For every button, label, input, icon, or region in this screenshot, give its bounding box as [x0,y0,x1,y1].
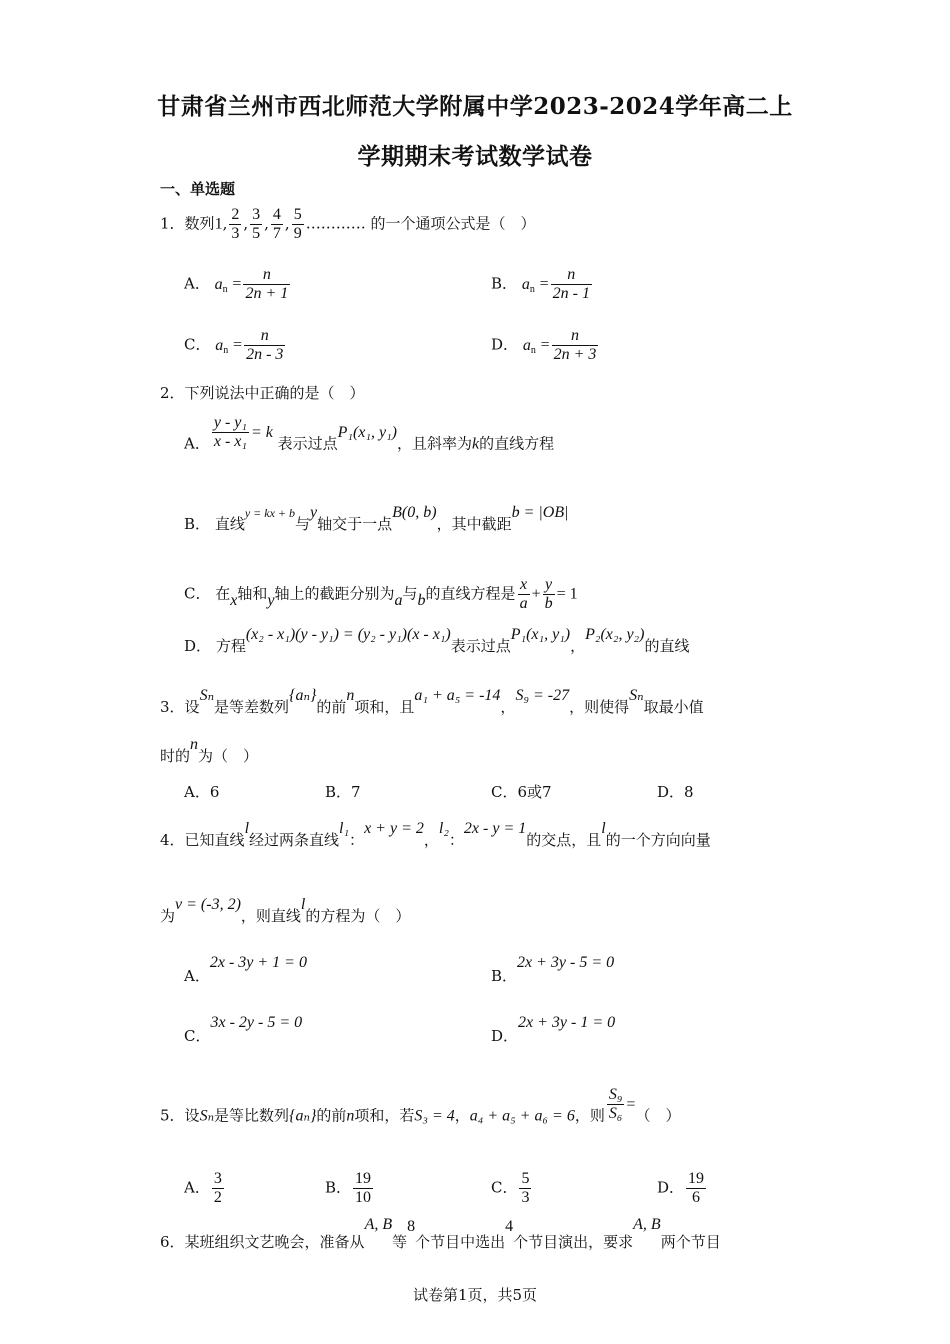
seq-frac: $\frac{4}{7}$ [272,206,281,242]
q5-option-d: D． $\frac{19}{6}$ [657,1170,705,1206]
q5-option-a: A． $\frac{3}{2}$ [184,1170,222,1206]
question-3-line-2: 时的n为（ ） [160,736,259,765]
title-line-2: 学期期末考试数学试卷 [357,143,593,170]
question-2: 2．下列说法中正确的是（ ） [160,384,365,402]
question-1: 1．数列1, $\frac{2}{3}$ , $\frac{3}{5}$ , $\frac{4}{7}$ , $\frac{5}{9}$ ………… 的一个通项公式是（ ） [160,206,536,242]
question-4: 4．已知直线l经过两条直线l₁：x + y = 2，l₂：2x - y = 1的交点，且l的一个方向向量 [160,820,711,849]
seq-frac: $\frac{5}{9}$ [293,206,302,242]
q5-option-c: C． $\frac{5}{3}$ [491,1170,530,1206]
q2-option-c: C． 在x轴和y轴上的截距分别为a与b的直线方程是 $\frac{x}{a}$ + $\frac{y}{b}$ = 1 [184,576,578,612]
q2-option-d: D． 方程(x₂ - x₁)(y - y₁) = (y₂ - y₁)(x - x₁)表示过点P₁(x₁, y₁)，P₂(x₂, y₂)的直线 [184,626,690,655]
question-6: 6．某班组织文艺晚会，准备从A, B等8个节目中选出4个节目演出，要求A, B两个节目 [160,1216,721,1251]
q1-option-a: A． $a_n$ = $\frac{n}{2n + 1}$ [184,266,289,302]
q2-option-a: A． $\frac{\text{y - y₁}}{\text{x - x₁}}$ = k 表示过点P₁(x₁, y₁)，且斜率为k的直线方程 [184,414,555,453]
q4-option-c: C．3x - 2y - 5 = 0 [184,1014,303,1045]
page-footer: 试卷第1页，共5页 [412,1286,538,1304]
title-line-1: 甘肃省兰州市西北师范大学附属中学2023-2024学年高二上 [157,93,793,120]
q3-option-a: A．6 [184,783,220,801]
section-heading: 一、单选题 [160,180,236,198]
seq-frac: $\frac{2}{3}$ [231,206,240,242]
q4-option-d: D．2x + 3y - 1 = 0 [491,1014,616,1045]
seq-frac: $\frac{3}{5}$ [252,206,261,242]
q5-option-b: B． $\frac{19}{10}$ [325,1170,372,1206]
q4-option-b: B．2x + 3y - 5 = 0 [491,954,615,985]
q1-option-d: D． $a_n$ = $\frac{n}{2n + 3}$ [491,327,597,363]
q3-option-c: C．6或7 [491,783,552,801]
q1-option-c: C． $a_n$ = $\frac{n}{2n - 3}$ [184,327,284,363]
question-3: 3．设Sₙ是等差数列{aₙ}的前n项和，且a₁ + a₅ = -14，S₉ = -27，则使得Sₙ取最小值 [160,687,704,716]
q2-option-b: B． 直线$^{y = kx + b}$与y轴交于一点B(0, b)，其中截距b = |OB| [184,504,569,533]
question-5: 5．设Sₙ是等比数列{aₙ}的前n项和，若S₃ = 4，a₄ + a₅ + a₆ = 6，则 $\frac{\text{S₉}}{\text{S₆}}$ =（ ） [160,1086,681,1125]
q3-option-d: D．8 [657,783,694,801]
q4-option-a: A．2x - 3y + 1 = 0 [184,954,307,985]
q3-option-b: B．7 [325,783,361,801]
question-4-line-2: 为v = (-3, 2)，则直线l的方程为（ ） [160,896,411,925]
q1-option-b: B． $a_n$ = $\frac{n}{2n - 1}$ [491,266,590,302]
